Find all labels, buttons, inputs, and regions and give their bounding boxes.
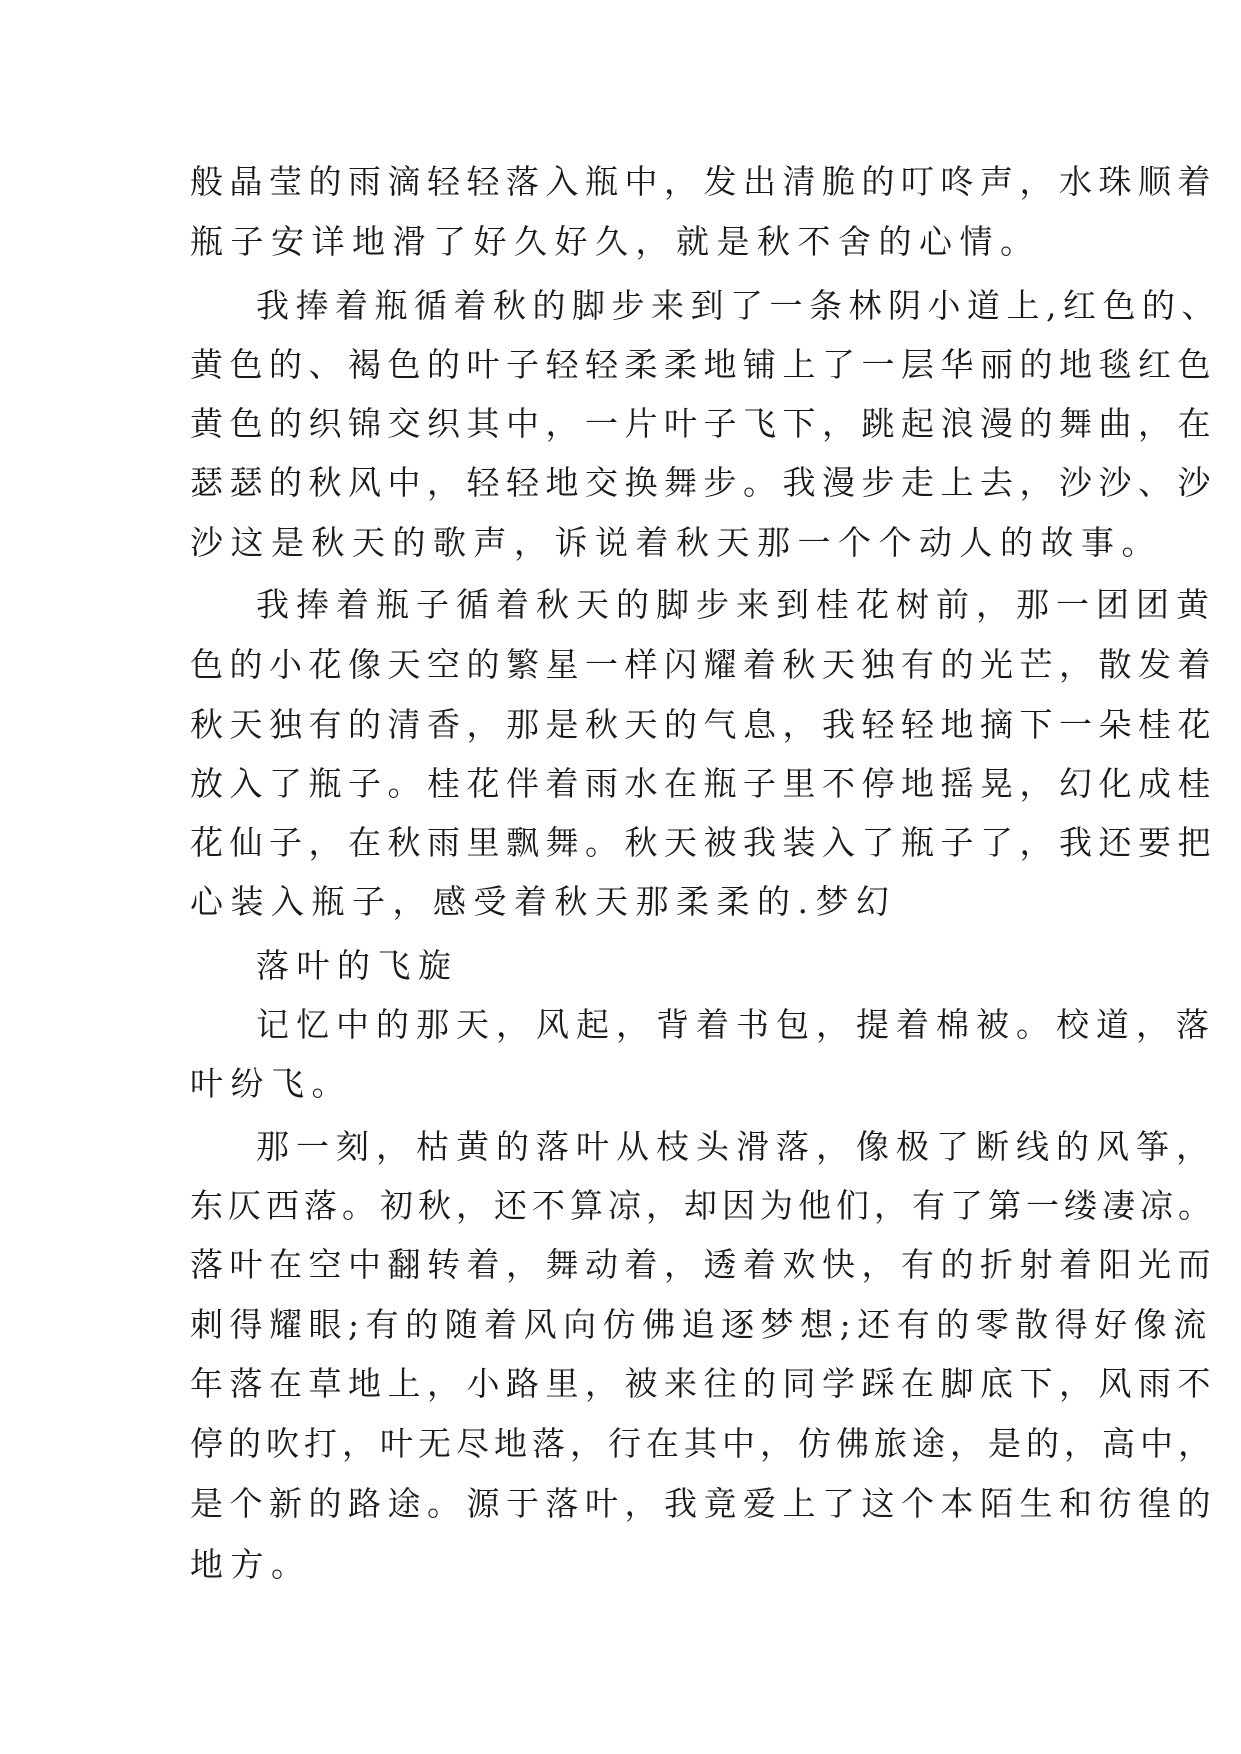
text-line: 瑟瑟的秋风中，轻轻地交换舞步。我漫步走上去，沙沙、沙 bbox=[190, 463, 1217, 502]
text-line: 停的吹打，叶无尽地落，行在其中，仿佛旅途，是的，高中， bbox=[190, 1424, 1216, 1463]
text-line: 放入了瓶子。桂花伴着雨水在瓶子里不停地摇晃，幻化成桂 bbox=[190, 764, 1217, 803]
text-line: 瓶子安详地滑了好久好久，就是秋不舍的心情。 bbox=[190, 222, 1041, 261]
paragraph-first-line: 记忆中的那天，风起，背着书包，提着棉被。校道，落 bbox=[256, 1005, 1216, 1044]
paragraph-first-line: 我捧着瓶子循着秋天的脚步来到桂花树前，那一团团黄 bbox=[256, 585, 1216, 624]
text-line: 般晶莹的雨滴轻轻落入瓶中，发出清脆的叮咚声，水珠顺着 bbox=[190, 162, 1217, 201]
paragraph-first-line: 那一刻，枯黄的落叶从枝头滑落，像极了断线的风筝， bbox=[256, 1127, 1216, 1166]
text-line: 秋天独有的清香，那是秋天的气息，我轻轻地摘下一朵桂花 bbox=[190, 705, 1217, 744]
text-line: 色的小花像天空的繁星一样闪耀着秋天独有的光芒，散发着 bbox=[190, 645, 1217, 684]
text-line: 刺得耀眼;有的随着风向仿佛追逐梦想;还有的零散得好像流 bbox=[190, 1305, 1213, 1344]
text-line: 花仙子，在秋雨里飘舞。秋天被我装入了瓶子了，我还要把 bbox=[190, 823, 1217, 862]
section-heading: 落叶的飞旋 bbox=[256, 946, 459, 985]
text-line: 是个新的路途。源于落叶，我竟爱上了这个本陌生和彷徨的 bbox=[190, 1484, 1217, 1523]
text-line: 心装入瓶子，感受着秋天那柔柔的.梦幻 bbox=[190, 882, 897, 921]
text-line: 落叶在空中翻转着，舞动着，透着欢快，有的折射着阳光而 bbox=[190, 1245, 1217, 1284]
text-line: 年落在草地上，小路里，被来往的同学踩在脚底下，风雨不 bbox=[190, 1364, 1217, 1403]
text-line: 东仄西落。初秋，还不算凉，却因为他们，有了第一缕凄凉。 bbox=[190, 1186, 1216, 1225]
text-line: 黄色的织锦交织其中，一片叶子飞下，跳起浪漫的舞曲，在 bbox=[190, 404, 1217, 443]
paragraph-first-line: 我捧着瓶循着秋的脚步来到了一条林阴小道上,红色的、 bbox=[256, 286, 1221, 325]
text-line: 黄色的、褐色的叶子轻轻柔柔地铺上了一层华丽的地毯红色 bbox=[190, 345, 1217, 384]
text-line: 沙这是秋天的歌声，诉说着秋天那一个个动人的故事。 bbox=[190, 523, 1162, 562]
text-line: 地方。 bbox=[190, 1545, 312, 1584]
text-line: 叶纷飞。 bbox=[190, 1064, 352, 1103]
